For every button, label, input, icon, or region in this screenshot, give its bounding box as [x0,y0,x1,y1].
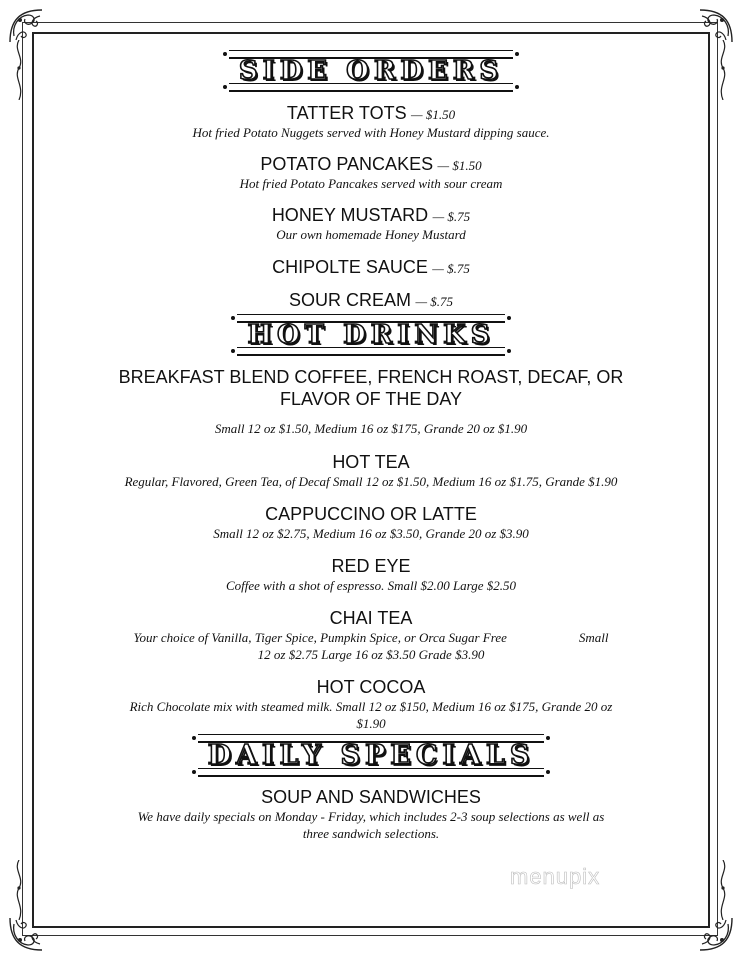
menu-item [40,503,702,542]
item-name: HONEY MUSTARD [271,205,429,225]
item-name: SOUP AND SANDWICHES [261,787,481,807]
section-side-orders [40,52,702,90]
item-description: Small 12 oz $1.50, Medium 16 oz $175, Grande 20 oz $1.90 [214,421,528,436]
menu-item [40,786,702,842]
item-name: SOUR CREAM [288,290,411,310]
item-price: — $1.50 [411,107,456,122]
item-description-text: Your choice of Vanilla, Tiger Spice, Pumpkin Spice, or Orca Sugar Free [133,630,507,645]
section-title: DAILY SPECIALS [207,740,535,771]
item-price: — $.75 [432,261,470,276]
item-description: Regular, Flavored, Green Tea, of Decaf Small 12 oz $1.50, Medium 16 oz $1.75, Grande $1.90 [124,474,618,489]
section-heading [229,52,513,90]
item-description: Coffee with a shot of espresso. Small $2.00 Large $2.50 [225,578,517,593]
item-name: RED EYE [331,556,411,576]
menu-item [40,153,702,192]
item-description: $1.90 [356,716,386,731]
section-title: SIDE ORDERS [238,56,504,86]
item-name: FLAVOR OF THE DAY [279,389,463,409]
watermark: menupix [510,864,601,889]
section-heading [198,736,545,775]
menu-item [40,289,702,311]
side-flourish-icon [12,40,26,100]
section-heading [237,316,504,354]
item-name: HOT TEA [332,452,410,472]
item-name: CHAI TEA [329,608,413,628]
section-daily-specials [40,736,702,775]
menu-item [40,366,702,437]
item-price: — $1.50 [437,158,482,173]
section-title: HOT DRINKS [247,320,495,350]
item-description [40,629,702,646]
menu-item [40,676,702,732]
item-description: Hot fried Potato Nuggets served with Honey Mustard dipping sauce. [192,125,550,140]
menu-item [40,256,702,278]
item-price: — $.75 [415,294,454,309]
item-description: Rich Chocolate mix with steamed milk. Small 12 oz $150, Medium 16 oz $175, Grande 20 oz [129,699,613,714]
item-name: CHIPOLTE SAUCE [272,257,428,277]
item-name: CAPPUCCINO OR LATTE [265,504,477,524]
item-name: BREAKFAST BLEND COFFEE, FRENCH ROAST, DECAF, OR [118,367,624,387]
menu-item [40,607,702,663]
menu-item [40,102,702,141]
item-description-text: Small [578,630,609,645]
corner-ornament-icon [6,914,46,954]
item-description: We have daily specials on Monday - Friday, which includes 2-3 soup selections as well as [137,809,605,824]
side-flourish-icon [716,40,730,100]
item-description: Small 12 oz $2.75, Medium 16 oz $3.50, Grande 20 oz $3.90 [213,526,529,541]
item-name: HOT COCOA [316,677,426,697]
item-name: TATTER TOTS [286,103,407,123]
side-flourish-icon [716,860,730,920]
item-price: — $.75 [432,209,471,224]
item-name: POTATO PANCAKES [260,154,434,174]
item-description: Our own homemade Honey Mustard [276,227,466,242]
item-description: 12 oz $2.75 Large 16 oz $3.50 Grade $3.90 [257,647,485,662]
item-description: three sandwich selections. [302,826,440,841]
menu-item [40,555,702,594]
menu-item [40,204,702,243]
corner-ornament-icon [696,914,736,954]
section-hot-drinks [40,316,702,354]
side-flourish-icon [12,860,26,920]
menu-item [40,451,702,490]
item-description: Hot fried Potato Pancakes served with sour cream [239,176,503,191]
